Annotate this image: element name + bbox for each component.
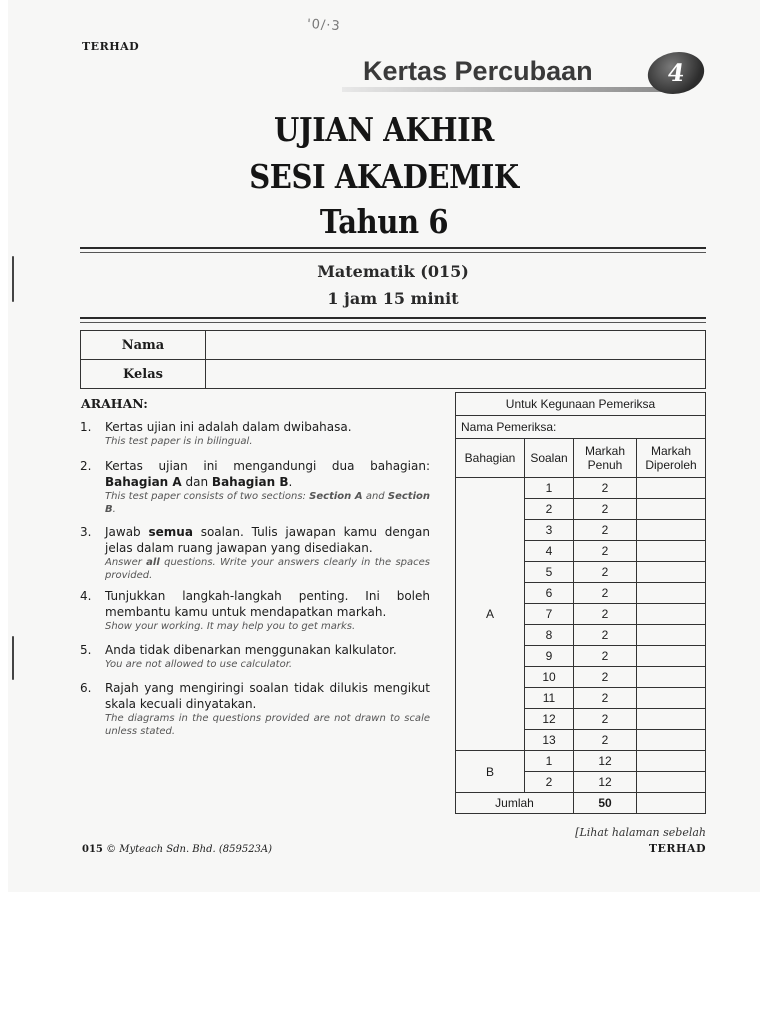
obtained-marks[interactable] <box>637 478 706 499</box>
instruction-text-ms: Jawab semua soalan. Tulis jawapan kamu dengan jelas dalam ruang jawapan yang disediakan. <box>105 525 430 555</box>
obtained-marks[interactable] <box>637 604 706 625</box>
examiner-table-row <box>456 478 706 499</box>
question-number: 4 <box>525 541 574 562</box>
question-number: 12 <box>525 709 574 730</box>
full-marks: 12 <box>574 772 637 793</box>
question-number: 1 <box>525 478 574 499</box>
name-label: Nama <box>81 331 206 360</box>
question-number: 7 <box>525 604 574 625</box>
divider <box>80 322 706 323</box>
copyright-text: © Myteach Sdn. Bhd. (859523A) <box>106 844 273 855</box>
question-number: 9 <box>525 646 574 667</box>
full-marks: 2 <box>574 562 637 583</box>
header-section: Bahagian <box>456 439 525 478</box>
full-marks: 2 <box>574 583 637 604</box>
obtained-marks[interactable] <box>637 583 706 604</box>
full-marks: 2 <box>574 478 637 499</box>
examiner-table-body <box>456 478 706 793</box>
instruction-number: 5. <box>80 643 92 657</box>
paper-code: 015 <box>82 844 103 855</box>
series-label: Kertas Percubaan <box>363 56 593 86</box>
instruction-number: 3. <box>80 525 92 539</box>
obtained-marks[interactable] <box>637 667 706 688</box>
total-obtained-marks[interactable] <box>637 793 706 814</box>
instruction-item <box>80 419 430 448</box>
obtained-marks[interactable] <box>637 499 706 520</box>
margin-mark <box>12 256 14 302</box>
question-number: 1 <box>525 751 574 772</box>
full-marks: 2 <box>574 646 637 667</box>
full-marks: 2 <box>574 667 637 688</box>
instruction-text-en: This test paper consists of two sections: Section A and Section B. <box>105 491 430 515</box>
instruction-text-en: The diagrams in the questions provided are not drawn to scale unless stated. <box>105 713 430 737</box>
publisher-footer <box>82 844 272 855</box>
question-number: 2 <box>525 772 574 793</box>
instruction-text-ms: Tunjukkan langkah-langkah penting. Ini boleh membantu kamu untuk mendapatkan markah. <box>105 589 430 619</box>
total-label: Jumlah <box>456 793 574 814</box>
full-marks: 12 <box>574 751 637 772</box>
obtained-marks[interactable] <box>637 709 706 730</box>
full-marks: 2 <box>574 499 637 520</box>
obtained-marks[interactable] <box>637 772 706 793</box>
examiner-table <box>455 392 706 814</box>
obtained-marks[interactable] <box>637 520 706 541</box>
question-number: 3 <box>525 520 574 541</box>
question-number: 6 <box>525 583 574 604</box>
series-number-badge: 4 <box>645 52 707 94</box>
instruction-number: 2. <box>80 459 92 473</box>
divider <box>80 247 706 249</box>
margin-mark <box>12 636 14 680</box>
title-line-1: UJIAN AKHIR <box>274 110 494 149</box>
instruction-item <box>80 524 430 582</box>
exam-duration: 1 jam 15 minit <box>327 289 459 308</box>
examiner-table-row <box>456 751 706 772</box>
section-name: B <box>456 751 525 793</box>
instruction-text-ms: Kertas ujian ini adalah dalam dwibahasa. <box>105 420 352 434</box>
instruction-text-ms: Anda tidak dibenarkan menggunakan kalkulator. <box>105 643 397 657</box>
class-label: Kelas <box>81 360 206 389</box>
instruction-text-ms: Rajah yang mengiringi soalan tidak dilukis mengikut skala kecuali dinyatakan. <box>105 681 430 711</box>
obtained-marks[interactable] <box>637 751 706 772</box>
full-marks: 2 <box>574 625 637 646</box>
series-underline <box>342 87 662 92</box>
instruction-text-en: This test paper is in bilingual. <box>105 436 253 447</box>
examiner-table-title: Untuk Kegunaan Pemeriksa <box>456 393 706 416</box>
header-question: Soalan <box>525 439 574 478</box>
obtained-marks[interactable] <box>637 688 706 709</box>
question-number: 5 <box>525 562 574 583</box>
obtained-marks[interactable] <box>637 730 706 751</box>
name-field[interactable] <box>206 331 706 360</box>
classification-footer: TERHAD <box>648 842 706 855</box>
obtained-marks[interactable] <box>637 646 706 667</box>
classification-header: TERHAD <box>82 40 140 53</box>
title-line-3: Tahun 6 <box>319 202 449 241</box>
full-marks: 2 <box>574 730 637 751</box>
divider <box>80 317 706 319</box>
header-obtained-marks: Markah Diperoleh <box>637 439 706 478</box>
question-number: 2 <box>525 499 574 520</box>
full-marks: 2 <box>574 604 637 625</box>
instruction-number: 6. <box>80 681 92 695</box>
full-marks: 2 <box>574 520 637 541</box>
next-page-note: [Lihat halaman sebelah <box>575 826 706 839</box>
obtained-marks[interactable] <box>637 541 706 562</box>
examiner-name-label: Nama Pemeriksa: <box>456 416 706 439</box>
obtained-marks[interactable] <box>637 562 706 583</box>
section-name: A <box>456 478 525 751</box>
question-number: 13 <box>525 730 574 751</box>
instruction-text-en: Answer all questions. Write your answers clearly in the spaces provided. <box>105 557 430 581</box>
full-marks: 2 <box>574 709 637 730</box>
instruction-number: 4. <box>80 589 92 603</box>
instructions-heading: ARAHAN: <box>81 396 148 411</box>
instruction-text-ms: Kertas ujian ini mengandungi dua bahagian: Bahagian A dan Bahagian B. <box>105 459 430 489</box>
title-line-2: SESI AKADEMIK <box>249 157 519 196</box>
full-marks: 2 <box>574 541 637 562</box>
instruction-item <box>80 588 430 633</box>
divider <box>80 252 706 253</box>
class-field[interactable] <box>206 360 706 389</box>
instruction-item <box>80 680 430 738</box>
question-number: 8 <box>525 625 574 646</box>
instruction-item <box>80 458 430 516</box>
question-number: 10 <box>525 667 574 688</box>
candidate-info-table <box>80 330 706 389</box>
instruction-text-en: You are not allowed to use calculator. <box>105 659 293 670</box>
total-full-marks: 50 <box>574 793 637 814</box>
header-full-marks: Markah Penuh <box>574 439 637 478</box>
obtained-marks[interactable] <box>637 625 706 646</box>
instruction-text-en: Show your working. It may help you to get marks. <box>105 621 356 632</box>
subject-name: Matematik (015) <box>317 262 469 281</box>
question-number: 11 <box>525 688 574 709</box>
series-banner <box>330 52 700 92</box>
handwritten-note: '0/·3 <box>306 16 342 35</box>
instruction-item <box>80 642 430 671</box>
full-marks: 2 <box>574 688 637 709</box>
instruction-number: 1. <box>80 420 92 434</box>
